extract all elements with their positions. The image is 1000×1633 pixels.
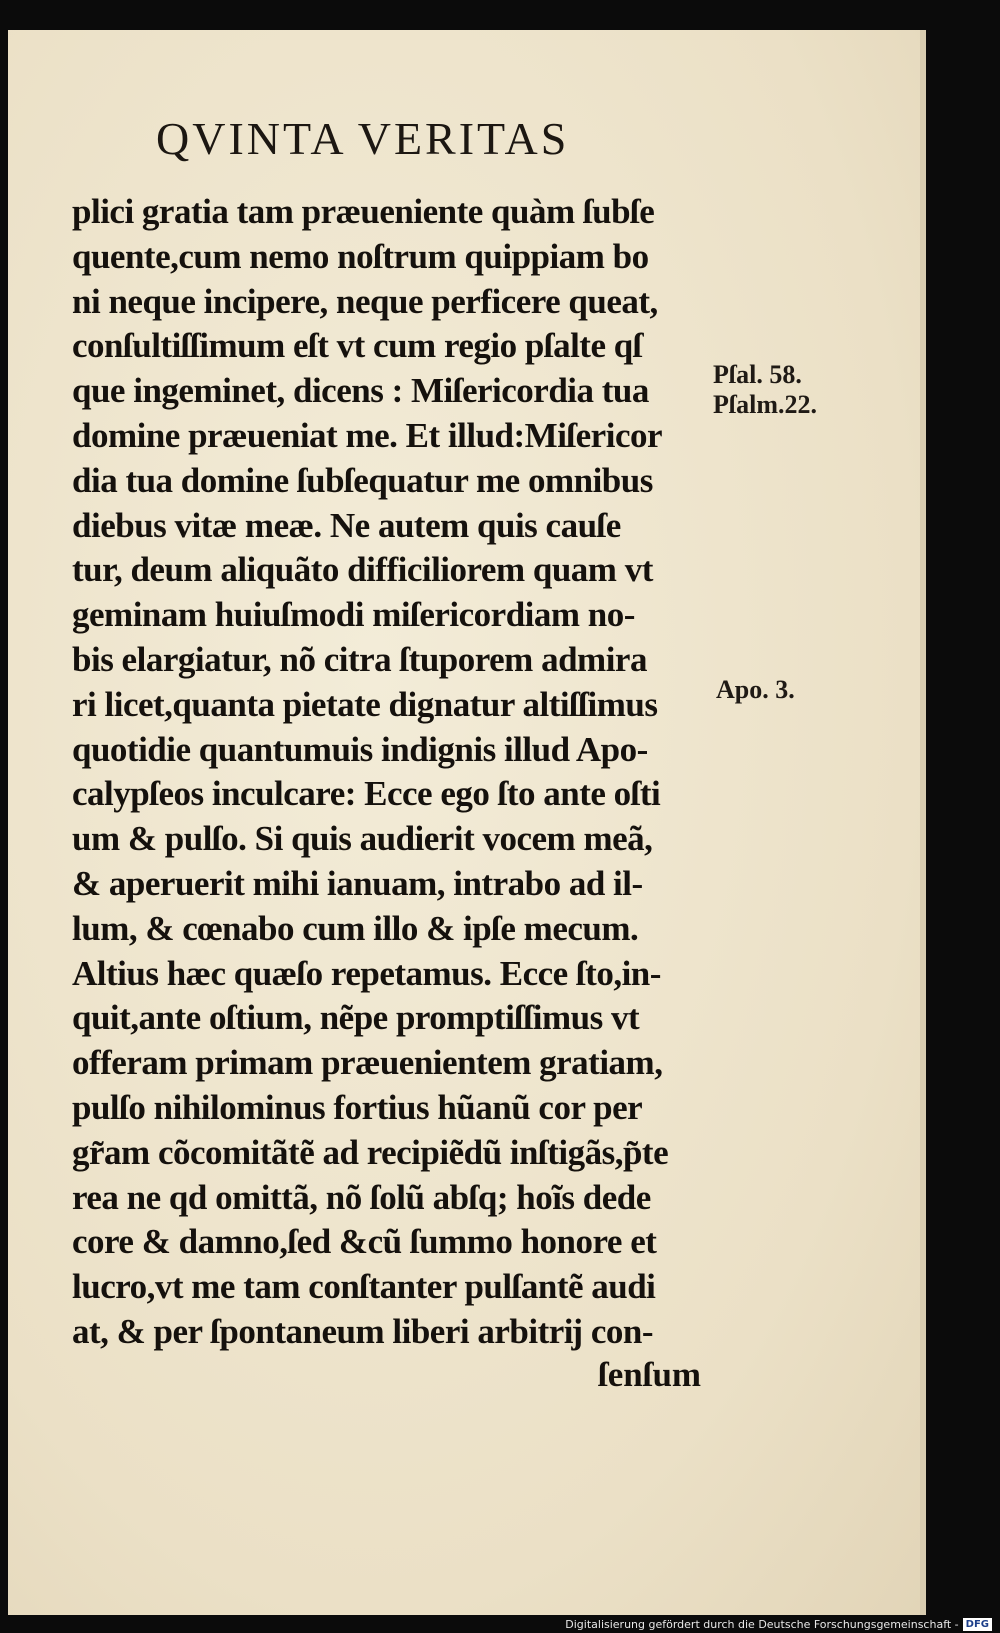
text-line: quotidie quantumuis indignis illud Apo- <box>72 729 648 769</box>
margin-note-psalm-58: Pſal. 58. <box>713 360 802 389</box>
text-line: ni neque incipere, neque perficere queat, <box>72 281 658 321</box>
body-text <box>72 190 734 1355</box>
margin-note-apocalypse-3: Apo. 3. <box>716 675 795 704</box>
dfg-logo: DFG <box>963 1618 992 1631</box>
text-line: um & pulſo. Si quis audierit vocem meã, <box>72 819 653 859</box>
text-line: quente,cum nemo noſtrum quippiam bo <box>72 236 649 276</box>
text-line: quit,ante oſtium, nẽpe promptiſſimus vt <box>72 998 640 1038</box>
catchword: ſenſum <box>598 1355 702 1394</box>
text-line: que ingeminet, dicens : Miſericordia tua <box>72 371 649 411</box>
text-line: core & damno,ſed &cũ ſummo honore et <box>72 1222 657 1262</box>
text-line: plici gratia tam præueniente quàm ſubſe <box>72 192 655 231</box>
margin-note-psalm-22: Pſalm.22. <box>713 390 817 419</box>
text-line: dia tua domine ſubſequatur me omnibus <box>72 460 653 500</box>
text-line: geminam huiuſmodi miſericordiam no- <box>72 595 635 635</box>
digitization-credit <box>565 1618 992 1631</box>
text-line: lucro,vt me tam conſtanter pulſantẽ audi <box>72 1267 656 1307</box>
text-line: gr̃am cõcomitãtẽ ad recipiẽdũ inſtigãs,p̃te <box>72 1132 669 1172</box>
text-line: tur, deum aliquãto difficiliorem quam vt <box>72 550 653 590</box>
credit-text: Digitalisierung gefördert durch die Deutsche Forschungsgemeinschaft - <box>565 1618 959 1631</box>
text-line: Altius hæc quæſo repetamus. Ecce ſto,in- <box>72 953 661 993</box>
text-line: bis elargiatur, nõ citra ſtuporem admira <box>72 639 647 679</box>
text-line: diebus vitæ meæ. Ne autem quis cauſe <box>72 505 621 545</box>
text-line: calypſeos inculcare: Ecce ego ſto ante oſti <box>72 774 661 814</box>
text-line: lum, & cœnabo cum illo & ipſe mecum. <box>72 908 639 948</box>
text-line: offeram primam præuenientem gratiam, <box>72 1043 663 1083</box>
text-line: at, & per ſpontaneum liberi arbitrĳ con- <box>72 1311 653 1351</box>
text-line: conſultiſſimum eſt vt cum regio pſalte qſ <box>72 326 642 366</box>
text-line: ri licet,quanta pietate dignatur altiſſimus <box>72 684 658 724</box>
text-line: & aperuerit mihi ianuam, intrabo ad il- <box>72 863 643 903</box>
running-title: QVINTA VERITAS <box>156 113 570 164</box>
book-page <box>8 30 926 1615</box>
text-line: rea ne qd omittã, nõ ſolũ abſq; hoĩs dede <box>72 1177 651 1217</box>
text-line: domine præueniat me. Et illud:Miſericor <box>72 415 663 455</box>
text-line: pulſo nihilominus fortius hũanũ cor per <box>72 1087 643 1127</box>
